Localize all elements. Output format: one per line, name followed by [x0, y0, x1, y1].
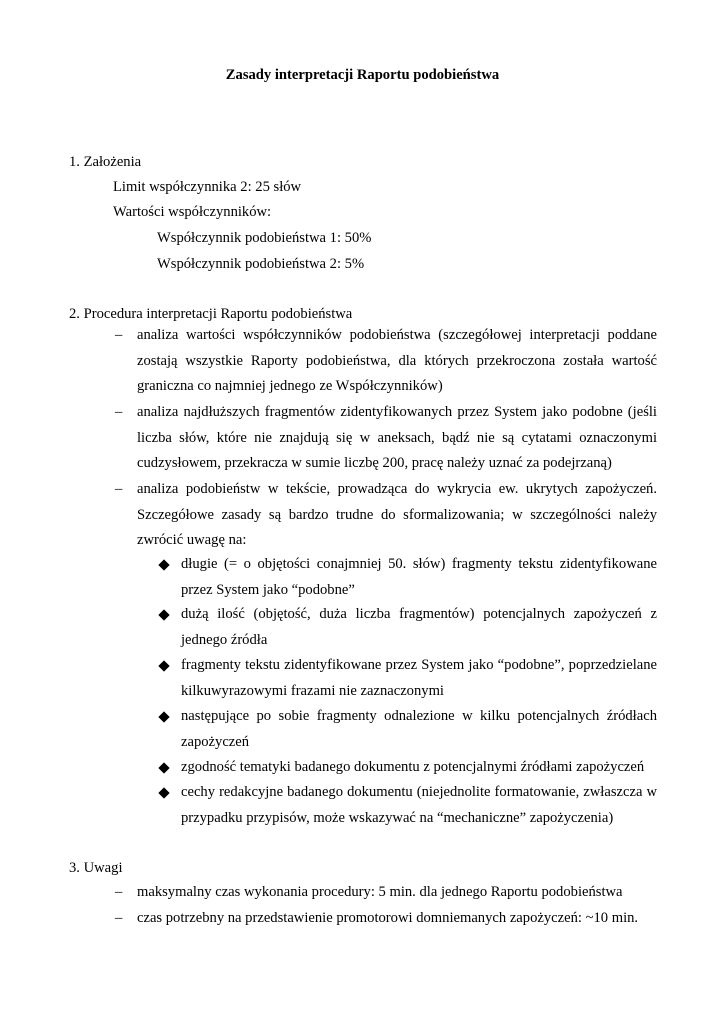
attention-item: dużą ilość (objętość, duża liczba fragmentów) potencjalnych zapożyczeń z jednego źródła [181, 606, 657, 648]
diamond-bullet-icon [158, 787, 169, 798]
dash-icon: – [115, 910, 123, 926]
coefficient-2-line: Współczynnik podobieństwa 2: 5% [157, 256, 365, 272]
attention-item: zgodność tematyki badanego dokumentu z potencjalnymi źródłami zapożyczeń [181, 759, 645, 775]
dash-icon: – [115, 884, 123, 900]
dash-icon: – [115, 404, 123, 420]
attention-item: fragmenty tekstu zidentyfikowane przez System jako “podobne”, poprzedzielane kilkuwyrazowymi frazami nie zaznaczonymi [181, 657, 657, 699]
procedure-item: analiza najdłuższych fragmentów zidentyfikowanych przez System jako podobne (jeśli liczba słów, które nie znajdują się w aneksach, bądź nie są cytatami oznaczonymi cudzysłowem, przekracza w sumie liczbę 200, pracę należy uznać za podejrzaną) [137, 404, 657, 471]
diamond-bullet-icon [158, 711, 169, 722]
diamond-bullet-icon [158, 609, 169, 620]
attention-item: długie (= o objętości conajmniej 50. słów) fragmenty tekstu zidentyfikowane przez System jako “podobne” [181, 556, 657, 598]
dash-icon: – [115, 481, 123, 497]
procedure-item: analiza podobieństw w tekście, prowadząca do wykrycia ew. ukrytych zapożyczeń. Szczegółowe zasady są bardzo trudne do sformalizowania; w szczególności należy zwrócić uwagę na: [137, 481, 657, 548]
remark-item: maksymalny czas wykonania procedury: 5 min. dla jednego Raportu podobieństwa [137, 884, 623, 900]
section-3-heading: 3. Uwagi [69, 860, 123, 876]
diamond-bullet-icon [158, 559, 169, 570]
coefficient-1-line: Współczynnik podobieństwa 1: 50% [157, 230, 372, 246]
section-1-heading: 1. Założenia [69, 154, 142, 170]
document-title: Zasady interpretacji Raportu podobieństwa [225, 67, 500, 83]
diamond-bullet-icon [158, 762, 169, 773]
remark-item: czas potrzebny na przedstawienie promotorowi domniemanych zapożyczeń: ~10 min. [137, 910, 639, 926]
limit-line: Limit współczynnika 2: 25 słów [113, 179, 302, 195]
values-label: Wartości współczynników: [113, 204, 272, 220]
dash-icon: – [115, 327, 123, 343]
diamond-bullet-icon [158, 660, 169, 671]
attention-item: następujące po sobie fragmenty odnalezione w kilku potencjalnych źródłach zapożyczeń [181, 708, 657, 750]
procedure-item: analiza wartości współczynników podobieństwa (szczegółowej interpretacji poddane zostają wszystkie Raporty podobieństwa, dla których przekroczona została wartość graniczna co najmniej jednego ze Współczynników) [137, 327, 657, 394]
section-2-heading: 2. Procedura interpretacji Raportu podobieństwa [69, 306, 353, 322]
attention-item: cechy redakcyjne badanego dokumentu (niejednolite formatowanie, zwłaszcza w przypadku przypisów, może wskazywać na “mechaniczne” zapożyczenia) [181, 784, 657, 826]
